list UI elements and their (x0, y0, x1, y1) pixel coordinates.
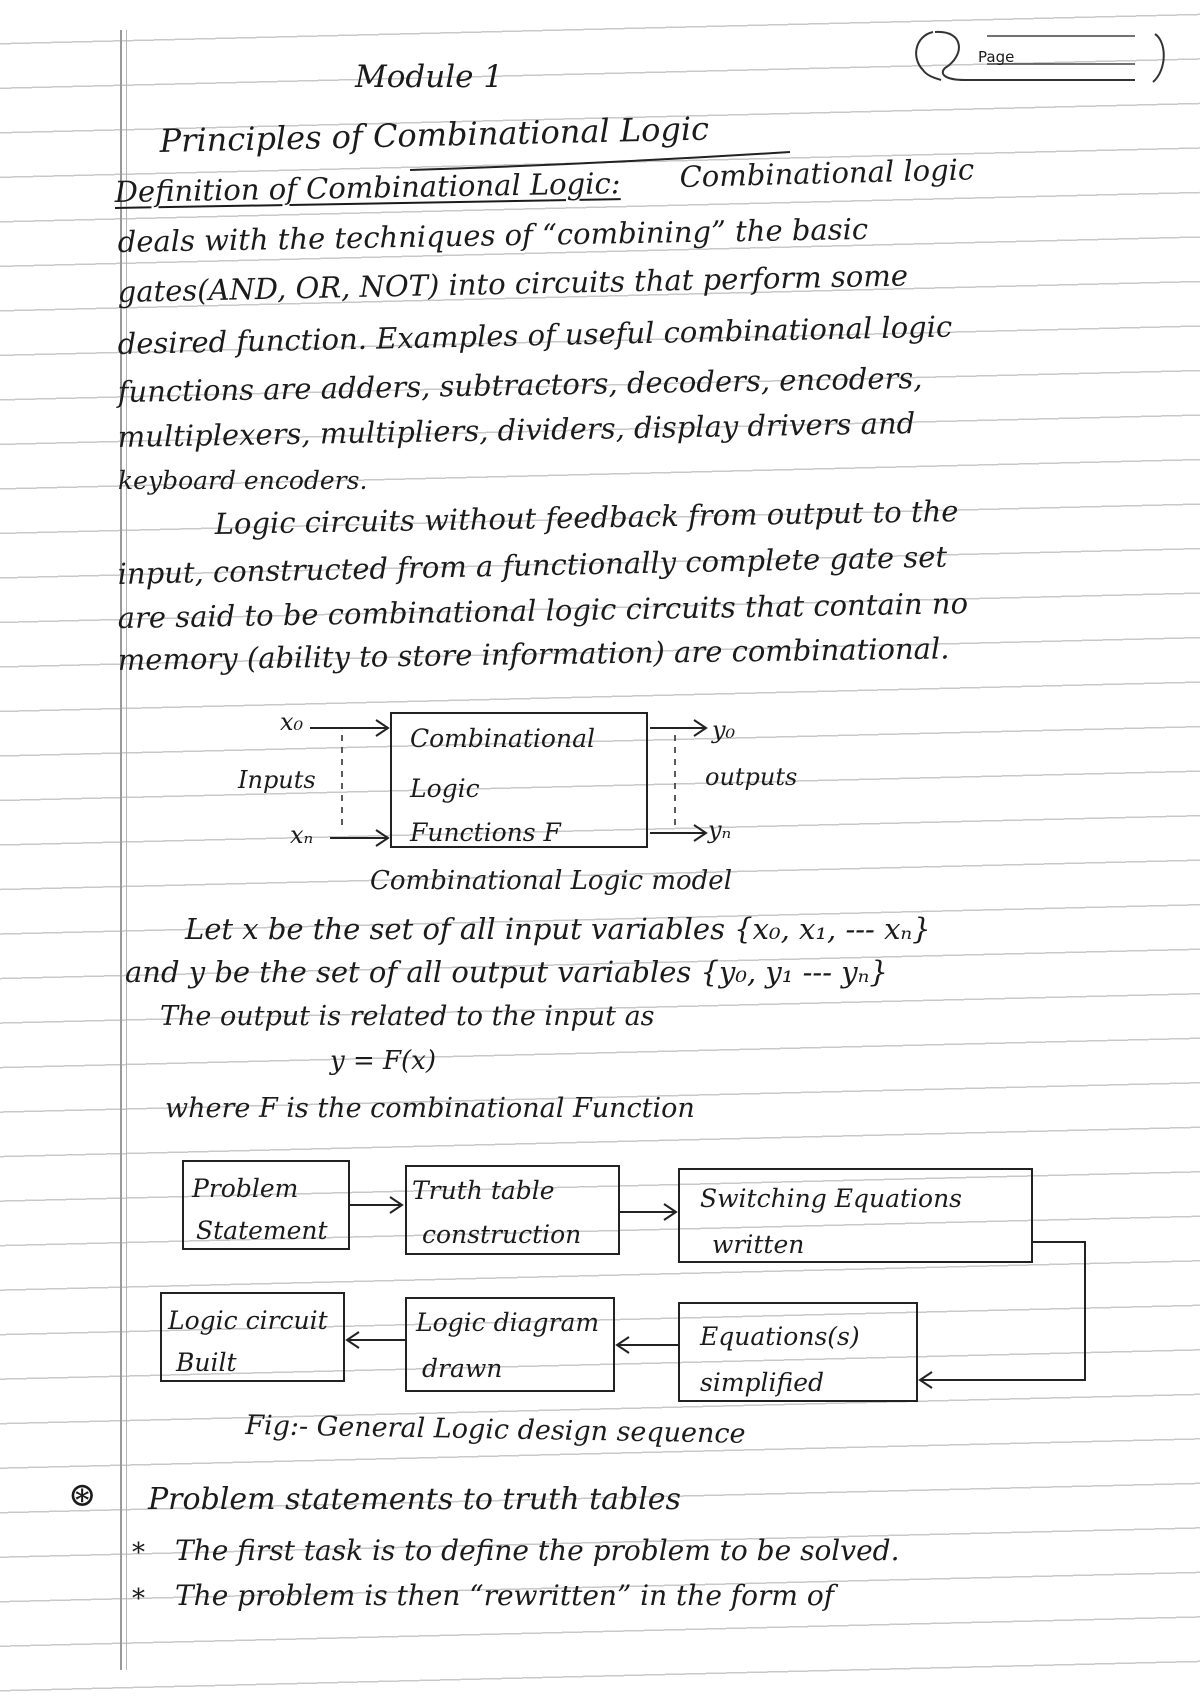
module-title: Module 1 (355, 59, 504, 95)
star-marker-icon: ⊛ (68, 1475, 97, 1515)
flow-box6-line2: Built (176, 1348, 237, 1377)
section-title: Principles of Combinational Logic (159, 109, 710, 160)
bullet-1: * (132, 1538, 145, 1568)
definition-term: Definition of Combinational Logic: (114, 166, 621, 209)
definition-line-0: Combinational logic (679, 152, 975, 194)
flow-box4-line1: Equations(s) (700, 1322, 860, 1351)
definition-line-6: keyboard encoders. (118, 466, 368, 495)
model-caption: Combinational Logic model (370, 866, 733, 896)
model-box-line-2: Logic (410, 774, 480, 803)
inputs-label: Inputs (238, 766, 316, 794)
definition-line-3: desired function. Examples of useful combinational logic (117, 309, 953, 361)
input-x0-label: x₀ (280, 708, 304, 736)
flow-box2-line2: construction (422, 1220, 582, 1249)
flow-box3-line1: Switching Equations (700, 1184, 962, 1213)
section2-item-2: The problem is then “rewritten” in the form of (175, 1579, 835, 1612)
paragraph2-line-1: input, constructed from a functionally complete gate set (117, 539, 948, 591)
paragraph2-line-2: are said to be combinational logic circuits that contain no (117, 586, 969, 635)
flow-box3-line2: written (712, 1230, 805, 1259)
definition-line-1: deals with the techniques of “combining” the basic (117, 211, 869, 259)
paragraph3-line-2: and y be the set of all output variables {y₀, y₁ --- yₙ} (125, 955, 888, 989)
input-xn-label: xₙ (290, 821, 314, 849)
flow-box1-line1: Problem (192, 1174, 299, 1203)
output-yn-label: yₙ (708, 816, 732, 844)
flow-caption: Fig:- General Logic design sequence (244, 1410, 746, 1450)
page-label: Page (978, 48, 1015, 66)
equation: y = F(x) (330, 1046, 436, 1076)
paragraph2-line-0: Logic circuits without feedback from output to the (214, 494, 959, 541)
definition-line-5: multiplexers, multipliers, dividers, display drivers and (117, 406, 916, 454)
output-y0-label: y₀ (712, 716, 736, 744)
definition-line-4: functions are adders, subtractors, decoders, encoders, (117, 360, 923, 409)
section2-item-1: The first task is to define the problem to be solved. (175, 1534, 900, 1567)
bullet-2: * (132, 1584, 145, 1614)
paragraph3-line-1: Let x be the set of all input variables {x₀, x₁, --- xₙ} (185, 912, 931, 946)
section2-heading: Problem statements to truth tables (148, 1482, 681, 1517)
flow-box2-line1: Truth table (412, 1176, 555, 1205)
model-box-line-1: Combinational (410, 724, 595, 753)
flow-box6-line1: Logic circuit (168, 1306, 328, 1335)
paragraph2-line-3: memory (ability to store information) are combinational. (117, 631, 950, 677)
paragraph3-line-4: where F is the combinational Function (165, 1093, 695, 1124)
flow-box5-line1: Logic diagram (416, 1308, 600, 1337)
flow-box1-line2: Statement (196, 1216, 328, 1245)
definition-line-2: gates(AND, OR, NOT) into circuits that perform some (117, 258, 909, 309)
paragraph3-line-3: The output is related to the input as (160, 1001, 655, 1032)
flow-box5-line2: drawn (422, 1354, 503, 1383)
model-box-line-3: Functions F (410, 818, 561, 847)
flow-box4-line2: simplified (700, 1368, 824, 1397)
outputs-label: outputs (705, 763, 798, 791)
